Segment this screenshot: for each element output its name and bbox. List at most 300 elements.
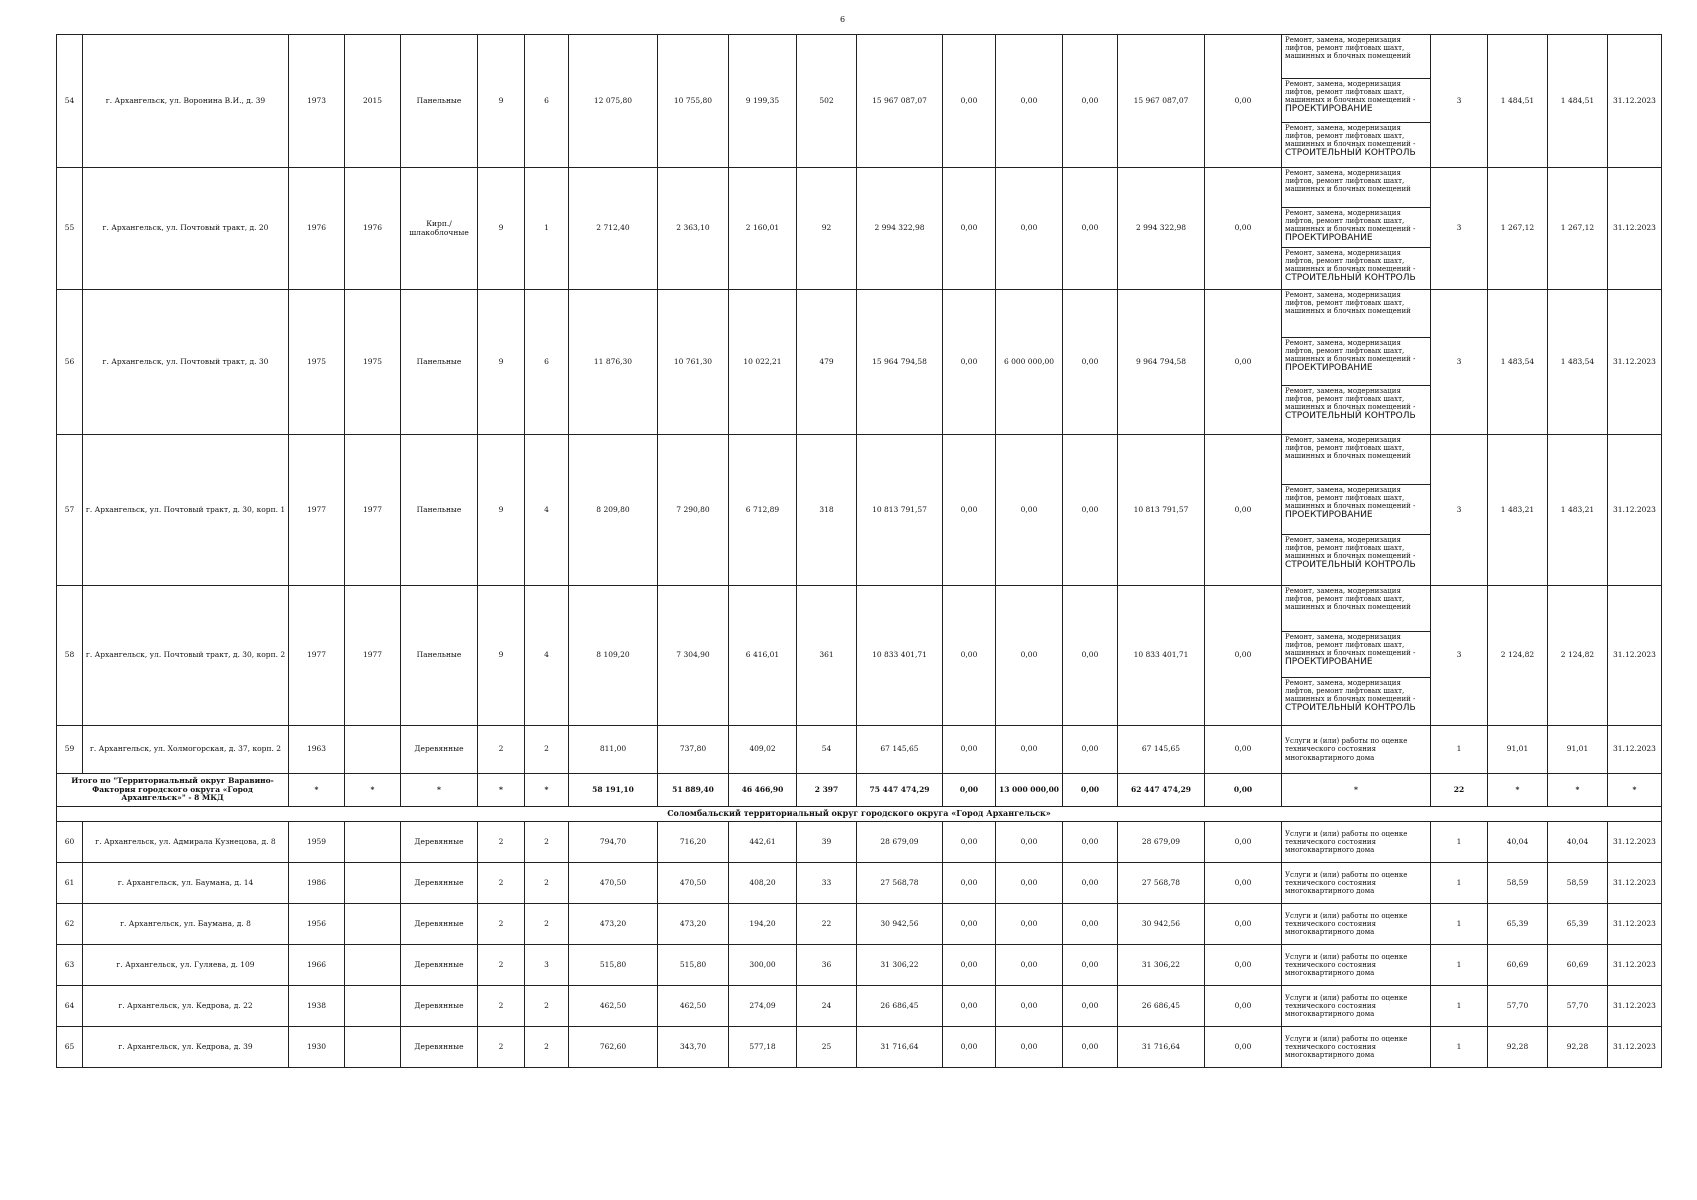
- cell-addr: г. Архангельск, ул. Кедрова, д. 22: [83, 986, 289, 1027]
- cell-addr: г. Архангельск, ул. Баумана, д. 8: [83, 904, 289, 945]
- cell-rep: [345, 904, 401, 945]
- cell-date: 31.12.2023: [1608, 168, 1662, 290]
- works-cell: [1282, 290, 1431, 435]
- cell-u1: 1 483,21: [1488, 435, 1548, 586]
- cell-fl: 2: [478, 1027, 525, 1068]
- cell-c5: 0,00: [1205, 863, 1282, 904]
- cell-cost: 2 994 322,98: [857, 168, 943, 290]
- cell-cost: 28 679,09: [857, 822, 943, 863]
- cell-c2: 0,00: [996, 822, 1063, 863]
- cell-cnt: 1: [1431, 945, 1488, 986]
- cell-rep: 1977: [345, 586, 401, 726]
- cell-mat: Деревянные: [401, 904, 478, 945]
- cell-c1: 0,00: [943, 945, 996, 986]
- row-number: 64: [57, 986, 83, 1027]
- cell-area_r: 409,02: [729, 726, 797, 774]
- work-description: Услуги и (или) работы по оценке технического состояния многоквартирного дома: [1282, 986, 1431, 1027]
- cell-mat: Деревянные: [401, 863, 478, 904]
- total-c3: 0,00: [1063, 774, 1118, 807]
- cell-mat: Деревянные: [401, 822, 478, 863]
- cell-c5: 0,00: [1205, 586, 1282, 726]
- cell-c2: 0,00: [996, 586, 1063, 726]
- cell-year: 1973: [289, 35, 345, 168]
- total-year: *: [289, 774, 345, 807]
- work-description: Услуги и (или) работы по оценке технического состояния многоквартирного дома: [1282, 822, 1431, 863]
- work-item: [1282, 123, 1430, 167]
- total-area_r: 46 466,90: [729, 774, 797, 807]
- cell-year: 1975: [289, 290, 345, 435]
- cell-u1: 65,39: [1488, 904, 1548, 945]
- cell-fl: 2: [478, 726, 525, 774]
- cell-c3: 0,00: [1063, 904, 1118, 945]
- work-item: [1282, 386, 1430, 434]
- cell-c2: 0,00: [996, 168, 1063, 290]
- cell-ent: 2: [525, 863, 569, 904]
- cell-u1: 58,59: [1488, 863, 1548, 904]
- work-text: Ремонт, замена, модернизация лифтов, ремонт лифтовых шахт, машинных и блочных помещений -: [1285, 387, 1416, 412]
- work-item: [1282, 435, 1430, 485]
- work-description: Услуги и (или) работы по оценке технического состояния многоквартирного дома: [1282, 904, 1431, 945]
- cell-area: 473,20: [569, 904, 658, 945]
- work-item: [1282, 290, 1430, 338]
- cell-area_r: 2 160,01: [729, 168, 797, 290]
- cell-cost: 10 813 791,57: [857, 435, 943, 586]
- cell-u2: 1 483,21: [1548, 435, 1608, 586]
- cell-c4: 28 679,09: [1118, 822, 1205, 863]
- cell-ent: 2: [525, 726, 569, 774]
- cell-area: 8 109,20: [569, 586, 658, 726]
- cell-people: 36: [797, 945, 857, 986]
- work-item: [1282, 485, 1430, 535]
- table-row: [57, 35, 1662, 168]
- row-number: 59: [57, 726, 83, 774]
- cell-cnt: 3: [1431, 168, 1488, 290]
- cell-cnt: 3: [1431, 35, 1488, 168]
- cell-fl: 9: [478, 290, 525, 435]
- cell-c2: 0,00: [996, 945, 1063, 986]
- total-mat: *: [401, 774, 478, 807]
- cell-addr: г. Архангельск, ул. Почтовый тракт, д. 20: [83, 168, 289, 290]
- cell-area_r: 442,61: [729, 822, 797, 863]
- cell-year: 1977: [289, 586, 345, 726]
- cell-cost: 26 686,45: [857, 986, 943, 1027]
- cell-c4: 9 964 794,58: [1118, 290, 1205, 435]
- cell-c1: 0,00: [943, 863, 996, 904]
- work-item: [1282, 535, 1430, 585]
- cell-u1: 91,01: [1488, 726, 1548, 774]
- work-type: ПРОЕКТИРОВАНИЕ: [1285, 657, 1373, 668]
- cell-cnt: 1: [1431, 822, 1488, 863]
- cell-date: 31.12.2023: [1608, 435, 1662, 586]
- cell-c5: 0,00: [1205, 822, 1282, 863]
- cell-area_r: 408,20: [729, 863, 797, 904]
- cell-addr: г. Архангельск, ул. Гуляева, д. 109: [83, 945, 289, 986]
- work-type: СТРОИТЕЛЬНЫЙ КОНТРОЛЬ: [1285, 148, 1416, 159]
- cell-c3: 0,00: [1063, 290, 1118, 435]
- row-number: 54: [57, 35, 83, 168]
- cell-u2: 1 484,51: [1548, 35, 1608, 168]
- table-row: [57, 822, 1662, 863]
- cell-rep: 1976: [345, 168, 401, 290]
- cell-c1: 0,00: [943, 904, 996, 945]
- cell-area_p: 7 290,80: [658, 435, 729, 586]
- works-cell: [1282, 168, 1431, 290]
- cell-cnt: 3: [1431, 290, 1488, 435]
- cell-people: 22: [797, 904, 857, 945]
- cell-ent: 1: [525, 168, 569, 290]
- cell-year: 1963: [289, 726, 345, 774]
- row-number: 62: [57, 904, 83, 945]
- cell-c2: 6 000 000,00: [996, 290, 1063, 435]
- work-item: [1282, 79, 1430, 123]
- work-type: ПРОЕКТИРОВАНИЕ: [1285, 363, 1373, 374]
- cell-area_p: 10 761,30: [658, 290, 729, 435]
- total-c4: 62 447 474,29: [1118, 774, 1205, 807]
- cell-c1: 0,00: [943, 986, 996, 1027]
- work-text: Ремонт, замена, модернизация лифтов, ремонт лифтовых шахт, машинных и блочных помещений -: [1285, 486, 1416, 511]
- total-ent: *: [525, 774, 569, 807]
- work-item: [1282, 338, 1430, 386]
- cell-c1: 0,00: [943, 822, 996, 863]
- cell-year: 1976: [289, 168, 345, 290]
- cell-mat: Панельные: [401, 35, 478, 168]
- cell-rep: 1975: [345, 290, 401, 435]
- work-item: [1282, 168, 1430, 208]
- cell-rep: [345, 986, 401, 1027]
- cell-date: 31.12.2023: [1608, 290, 1662, 435]
- table-body: [57, 35, 1662, 1068]
- cell-area: 811,00: [569, 726, 658, 774]
- cell-date: 31.12.2023: [1608, 986, 1662, 1027]
- work-item: [1282, 678, 1430, 724]
- cell-c3: 0,00: [1063, 1027, 1118, 1068]
- cell-c4: 31 716,64: [1118, 1027, 1205, 1068]
- cell-c2: 0,00: [996, 35, 1063, 168]
- table-row: [57, 586, 1662, 726]
- cell-fl: 9: [478, 586, 525, 726]
- cell-addr: г. Архангельск, ул. Воронина В.И., д. 39: [83, 35, 289, 168]
- cell-area: 8 209,80: [569, 435, 658, 586]
- cell-date: 31.12.2023: [1608, 1027, 1662, 1068]
- work-description: Услуги и (или) работы по оценке технического состояния многоквартирного дома: [1282, 726, 1431, 774]
- cell-addr: г. Архангельск, ул. Адмирала Кузнецова, д. 8: [83, 822, 289, 863]
- cell-people: 361: [797, 586, 857, 726]
- work-text: Ремонт, замена, модернизация лифтов, ремонт лифтовых шахт, машинных и блочных помещений -: [1285, 80, 1416, 105]
- cell-date: 31.12.2023: [1608, 945, 1662, 986]
- table-row: [57, 904, 1662, 945]
- cell-area_r: 274,09: [729, 986, 797, 1027]
- cell-mat: Деревянные: [401, 986, 478, 1027]
- cell-people: 318: [797, 435, 857, 586]
- total-row: [57, 774, 1662, 807]
- cell-u2: 58,59: [1548, 863, 1608, 904]
- table-row: [57, 986, 1662, 1027]
- cell-year: 1977: [289, 435, 345, 586]
- cell-area_r: 9 199,35: [729, 35, 797, 168]
- cell-cnt: 1: [1431, 1027, 1488, 1068]
- cell-date: 31.12.2023: [1608, 726, 1662, 774]
- cell-addr: г. Архангельск, ул. Холмогорская, д. 37, корп. 2: [83, 726, 289, 774]
- cell-c3: 0,00: [1063, 586, 1118, 726]
- cell-cost: 27 568,78: [857, 863, 943, 904]
- row-number: 58: [57, 586, 83, 726]
- cell-cost: 10 833 401,71: [857, 586, 943, 726]
- cell-area: 794,70: [569, 822, 658, 863]
- work-item: [1282, 248, 1430, 288]
- cell-u1: 60,69: [1488, 945, 1548, 986]
- cell-c3: 0,00: [1063, 822, 1118, 863]
- cell-addr: г. Архангельск, ул. Почтовый тракт, д. 30, корп. 1: [83, 435, 289, 586]
- cell-c5: 0,00: [1205, 168, 1282, 290]
- cell-people: 39: [797, 822, 857, 863]
- total-label: Итого по "Территориальный округ Варавино-Фактория городского округа «Город Архангельск»" - 8 МКД: [57, 774, 289, 807]
- cell-area_r: 300,00: [729, 945, 797, 986]
- cell-rep: [345, 726, 401, 774]
- row-number: 65: [57, 1027, 83, 1068]
- cell-year: 1986: [289, 863, 345, 904]
- cell-year: 1966: [289, 945, 345, 986]
- work-item: [1282, 208, 1430, 248]
- cell-addr: г. Архангельск, ул. Почтовый тракт, д. 30: [83, 290, 289, 435]
- cell-addr: г. Архангельск, ул. Кедрова, д. 39: [83, 1027, 289, 1068]
- cell-c4: 31 306,22: [1118, 945, 1205, 986]
- cell-year: 1938: [289, 986, 345, 1027]
- cell-fl: 2: [478, 904, 525, 945]
- table-row: [57, 168, 1662, 290]
- work-item: [1282, 632, 1430, 678]
- total-area_p: 51 889,40: [658, 774, 729, 807]
- cell-cnt: 1: [1431, 863, 1488, 904]
- cell-cnt: 1: [1431, 726, 1488, 774]
- cell-c4: 10 813 791,57: [1118, 435, 1205, 586]
- work-text: Ремонт, замена, модернизация лифтов, ремонт лифтовых шахт, машинных и блочных помещений -: [1285, 339, 1416, 364]
- work-type: ПРОЕКТИРОВАНИЕ: [1285, 233, 1373, 244]
- cell-date: 31.12.2023: [1608, 822, 1662, 863]
- cell-people: 92: [797, 168, 857, 290]
- cell-c4: 15 967 087,07: [1118, 35, 1205, 168]
- cell-cost: 67 145,65: [857, 726, 943, 774]
- page-number: 6: [840, 15, 846, 24]
- cell-mat: Деревянные: [401, 1027, 478, 1068]
- cell-area_p: 7 304,90: [658, 586, 729, 726]
- row-number: 56: [57, 290, 83, 435]
- cell-year: 1930: [289, 1027, 345, 1068]
- cell-area: 11 876,30: [569, 290, 658, 435]
- cell-u2: 91,01: [1548, 726, 1608, 774]
- work-text: Ремонт, замена, модернизация лифтов, ремонт лифтовых шахт, машинных и блочных помещений -: [1285, 633, 1416, 658]
- cell-mat: Деревянные: [401, 945, 478, 986]
- cell-u2: 40,04: [1548, 822, 1608, 863]
- cell-cost: 15 964 794,58: [857, 290, 943, 435]
- total-u2: *: [1548, 774, 1608, 807]
- cell-area_p: 2 363,10: [658, 168, 729, 290]
- cell-area_p: 737,80: [658, 726, 729, 774]
- cell-c2: 0,00: [996, 986, 1063, 1027]
- cell-mat: Кирп./ шлакоблочные: [401, 168, 478, 290]
- table-row: [57, 863, 1662, 904]
- cell-cost: 30 942,56: [857, 904, 943, 945]
- cell-c5: 0,00: [1205, 904, 1282, 945]
- cell-mat: Деревянные: [401, 726, 478, 774]
- cell-ent: 2: [525, 904, 569, 945]
- table-row: [57, 1027, 1662, 1068]
- cell-u2: 60,69: [1548, 945, 1608, 986]
- cell-year: 1959: [289, 822, 345, 863]
- cell-area: 2 712,40: [569, 168, 658, 290]
- cell-c5: 0,00: [1205, 945, 1282, 986]
- cell-area_r: 10 022,21: [729, 290, 797, 435]
- cell-mat: Панельные: [401, 435, 478, 586]
- cell-area_p: 462,50: [658, 986, 729, 1027]
- cell-ent: 6: [525, 290, 569, 435]
- cell-c3: 0,00: [1063, 726, 1118, 774]
- repair-program-table: [56, 34, 1662, 1068]
- cell-date: 31.12.2023: [1608, 35, 1662, 168]
- cell-u2: 1 483,54: [1548, 290, 1608, 435]
- cell-c3: 0,00: [1063, 986, 1118, 1027]
- cell-cnt: 3: [1431, 435, 1488, 586]
- cell-c1: 0,00: [943, 726, 996, 774]
- row-number: 55: [57, 168, 83, 290]
- cell-fl: 9: [478, 35, 525, 168]
- cell-c4: 67 145,65: [1118, 726, 1205, 774]
- cell-people: 54: [797, 726, 857, 774]
- work-type: СТРОИТЕЛЬНЫЙ КОНТРОЛЬ: [1285, 411, 1416, 422]
- cell-u1: 92,28: [1488, 1027, 1548, 1068]
- work-text: Ремонт, замена, модернизация лифтов, ремонт лифтовых шахт, машинных и блочных помещений -: [1285, 249, 1416, 274]
- cell-area_p: 515,80: [658, 945, 729, 986]
- cell-c5: 0,00: [1205, 435, 1282, 586]
- work-text: Ремонт, замена, модернизация лифтов, ремонт лифтовых шахт, машинных и блочных помещений: [1285, 436, 1411, 461]
- cell-ent: 4: [525, 586, 569, 726]
- total-area: 58 191,10: [569, 774, 658, 807]
- cell-fl: 9: [478, 435, 525, 586]
- cell-c4: 27 568,78: [1118, 863, 1205, 904]
- cell-u2: 2 124,82: [1548, 586, 1608, 726]
- cell-area: 462,50: [569, 986, 658, 1027]
- cell-cost: 31 716,64: [857, 1027, 943, 1068]
- cell-ent: 2: [525, 822, 569, 863]
- cell-area_p: 10 755,80: [658, 35, 729, 168]
- cell-people: 502: [797, 35, 857, 168]
- cell-area: 762,60: [569, 1027, 658, 1068]
- cell-c2: 0,00: [996, 726, 1063, 774]
- total-cnt: 22: [1431, 774, 1488, 807]
- cell-year: 1956: [289, 904, 345, 945]
- cell-u1: 1 267,12: [1488, 168, 1548, 290]
- work-description: Услуги и (или) работы по оценке технического состояния многоквартирного дома: [1282, 1027, 1431, 1068]
- cell-u2: 92,28: [1548, 1027, 1608, 1068]
- cell-u1: 1 483,54: [1488, 290, 1548, 435]
- cell-c5: 0,00: [1205, 35, 1282, 168]
- cell-c1: 0,00: [943, 290, 996, 435]
- cell-date: 31.12.2023: [1608, 904, 1662, 945]
- cell-mat: Панельные: [401, 290, 478, 435]
- row-number: 61: [57, 863, 83, 904]
- cell-u1: 2 124,82: [1488, 586, 1548, 726]
- cell-cnt: 1: [1431, 904, 1488, 945]
- cell-u1: 1 484,51: [1488, 35, 1548, 168]
- total-work: *: [1282, 774, 1431, 807]
- work-type: СТРОИТЕЛЬНЫЙ КОНТРОЛЬ: [1285, 560, 1416, 571]
- cell-area_r: 194,20: [729, 904, 797, 945]
- cell-rep: [345, 945, 401, 986]
- section-header-row: [57, 807, 1662, 822]
- cell-c2: 0,00: [996, 863, 1063, 904]
- works-cell: [1282, 435, 1431, 586]
- cell-ent: 6: [525, 35, 569, 168]
- cell-fl: 2: [478, 986, 525, 1027]
- cell-u2: 65,39: [1548, 904, 1608, 945]
- cell-u1: 57,70: [1488, 986, 1548, 1027]
- work-description: Услуги и (или) работы по оценке технического состояния многоквартирного дома: [1282, 945, 1431, 986]
- table-row: [57, 726, 1662, 774]
- cell-cost: 15 967 087,07: [857, 35, 943, 168]
- cell-area_p: 343,70: [658, 1027, 729, 1068]
- cell-ent: 2: [525, 986, 569, 1027]
- cell-date: 31.12.2023: [1608, 586, 1662, 726]
- cell-fl: 2: [478, 863, 525, 904]
- cell-ent: 3: [525, 945, 569, 986]
- cell-rep: 1977: [345, 435, 401, 586]
- cell-area_r: 577,18: [729, 1027, 797, 1068]
- cell-c1: 0,00: [943, 168, 996, 290]
- cell-c1: 0,00: [943, 1027, 996, 1068]
- cell-c2: 0,00: [996, 904, 1063, 945]
- cell-c4: 10 833 401,71: [1118, 586, 1205, 726]
- row-number: 57: [57, 435, 83, 586]
- total-c5: 0,00: [1205, 774, 1282, 807]
- cell-u2: 1 267,12: [1548, 168, 1608, 290]
- cell-area_r: 6 712,89: [729, 435, 797, 586]
- work-text: Ремонт, замена, модернизация лифтов, ремонт лифтовых шахт, машинных и блочных помещений: [1285, 587, 1411, 612]
- cell-area_r: 6 416,01: [729, 586, 797, 726]
- cell-c1: 0,00: [943, 586, 996, 726]
- cell-addr: г. Архангельск, ул. Баумана, д. 14: [83, 863, 289, 904]
- works-cell: [1282, 586, 1431, 726]
- work-description: Услуги и (или) работы по оценке технического состояния многоквартирного дома: [1282, 863, 1431, 904]
- cell-c5: 0,00: [1205, 726, 1282, 774]
- cell-c5: 0,00: [1205, 290, 1282, 435]
- work-text: Ремонт, замена, модернизация лифтов, ремонт лифтовых шахт, машинных и блочных помещений -: [1285, 124, 1416, 149]
- cell-c1: 0,00: [943, 435, 996, 586]
- work-type: ПРОЕКТИРОВАНИЕ: [1285, 510, 1373, 521]
- total-c2: 13 000 000,00: [996, 774, 1063, 807]
- cell-c5: 0,00: [1205, 1027, 1282, 1068]
- cell-c3: 0,00: [1063, 35, 1118, 168]
- cell-area: 12 075,80: [569, 35, 658, 168]
- table-row: [57, 435, 1662, 586]
- total-people: 2 397: [797, 774, 857, 807]
- cell-ent: 4: [525, 435, 569, 586]
- cell-cnt: 1: [1431, 986, 1488, 1027]
- cell-c2: 0,00: [996, 1027, 1063, 1068]
- work-text: Ремонт, замена, модернизация лифтов, ремонт лифтовых шахт, машинных и блочных помещений -: [1285, 209, 1416, 234]
- cell-date: 31.12.2023: [1608, 863, 1662, 904]
- total-cost: 75 447 474,29: [857, 774, 943, 807]
- total-c1: 0,00: [943, 774, 996, 807]
- cell-c4: 30 942,56: [1118, 904, 1205, 945]
- table-row: [57, 945, 1662, 986]
- work-type: ПРОЕКТИРОВАНИЕ: [1285, 104, 1373, 115]
- work-item: [1282, 35, 1430, 79]
- cell-people: 24: [797, 986, 857, 1027]
- cell-cost: 31 306,22: [857, 945, 943, 986]
- cell-u1: 40,04: [1488, 822, 1548, 863]
- cell-c4: 26 686,45: [1118, 986, 1205, 1027]
- cell-ent: 2: [525, 1027, 569, 1068]
- table-row: [57, 290, 1662, 435]
